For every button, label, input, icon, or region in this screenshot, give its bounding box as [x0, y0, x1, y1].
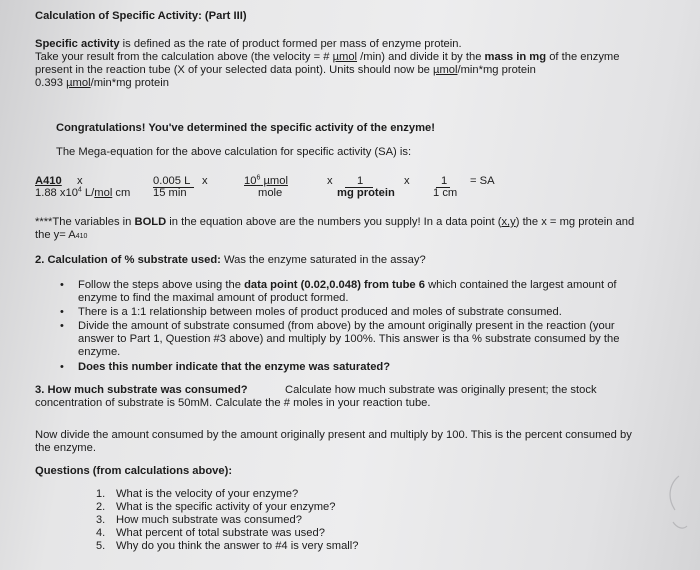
intro-line-3-b: /min*mg protein [457, 64, 536, 76]
step-3-line-3: enzyme. [78, 346, 121, 358]
note-line-2-sub: 410 [75, 233, 88, 240]
eq-term1-den-c: cm [112, 187, 131, 199]
intro-line-3 [35, 64, 536, 77]
eq-times-3: x [327, 175, 333, 187]
intro-line-1-text: is defined as the rate of product formed per mass of enzyme protein. [119, 38, 462, 50]
mega-equation-intro: The Mega-equation for the above calculation for specific activity (SA) is: [56, 146, 412, 158]
note-line-2 [35, 229, 87, 243]
step-1-line-1 [78, 279, 617, 292]
question-text: What percent of total substrate was used? [116, 527, 325, 539]
intro-line-4-a: 0.393 [35, 77, 67, 89]
divide-line-1: Now divide the amount consumed by the amount originally present and multiply by 100. This is the percent consumed by [35, 429, 632, 441]
question-number: 3. [96, 514, 106, 526]
question-text: What is the specific activity of your enzyme? [116, 501, 336, 513]
intro-line-4 [35, 77, 169, 90]
section-3-instruction: Calculate how much substrate was originally present; the stock [285, 384, 597, 396]
step-1-line-2: enzyme to find the maximal amount of product formed. [78, 292, 349, 304]
eq-term2-denominator: 15 min [153, 187, 187, 199]
page-title: Calculation of Specific Activity: (Part III) [35, 10, 247, 22]
eq-term4-numerator: 1 [357, 175, 364, 187]
intro-line-2-unit: µmol [332, 51, 358, 63]
intro-line-3-unit: µmol [433, 64, 458, 76]
intro-mass-term: mass in mg [484, 51, 547, 63]
note-line-1-b: in the equation above are the numbers you supply! In a data point ( [166, 216, 502, 228]
bullet-3: • [60, 320, 64, 332]
question-text: What is the velocity of your enzyme? [116, 488, 299, 500]
intro-line-4-b: /min*mg protein [90, 77, 169, 89]
divide-line-2: the enzyme. [35, 442, 96, 454]
eq-term1-den-exp: 4 [77, 186, 82, 194]
eq-term3-num-exp: 6 [256, 174, 261, 182]
intro-line-2-b: /min) and divide it by the [357, 51, 485, 63]
bullet-2: • [60, 306, 64, 318]
intro-line-1 [35, 38, 462, 51]
eq-term2-numerator: 0.005 L [153, 175, 191, 187]
eq-term1-den-b: L/ [81, 187, 95, 199]
note-line-1-c: ) the x = mg protein and [515, 216, 635, 228]
section-2-question: Was the enzyme saturated in the assay? [220, 254, 426, 266]
note-line-1-a: ****The variables in [35, 216, 135, 228]
note-line-2-a: the y= A [35, 229, 76, 241]
eq-times-4: x [404, 175, 410, 187]
questions-title: Questions (from calculations above): [35, 465, 233, 477]
eq-term1-numerator: A410 [35, 175, 62, 187]
step-2: There is a 1:1 relationship between moles of product produced and moles of substrate consumed. [78, 306, 562, 318]
eq-term1-den-a: 1.88 x10 [35, 187, 78, 199]
section-2-heading: 2. Calculation of % substrate used: [35, 254, 221, 266]
eq-term1-denominator [35, 187, 130, 200]
bullet-1: • [60, 279, 64, 291]
step-1-a: Follow the steps above using the [78, 279, 245, 291]
note-xy-term: x,y [501, 216, 516, 228]
question-number: 4. [96, 527, 106, 539]
question-text: How much substrate was consumed? [116, 514, 302, 526]
eq-term3-num-unit: µmol [260, 175, 288, 187]
bullet-4: • [60, 361, 64, 373]
step-1-b: which contained the largest amount of [424, 279, 617, 291]
eq-term1-den-unit: mol [94, 187, 113, 199]
eq-term4-denominator: mg protein [337, 187, 395, 199]
section-2-title [35, 254, 426, 267]
intro-line-2 [35, 51, 619, 64]
step-1-data-point: data point (0.02,0.048) from tube 6 [244, 279, 425, 291]
intro-line-4-unit: µmol [66, 77, 91, 89]
eq-term3-denominator: mole [258, 187, 283, 199]
eq-result: = SA [470, 175, 495, 187]
specific-activity-term: Specific activity [35, 38, 120, 50]
congrats-heading: Congratulations! You've determined the specific activity of the enzyme! [56, 122, 435, 134]
pen-mark-icon [655, 470, 695, 540]
eq-times-2: x [202, 175, 208, 187]
note-line-1 [35, 216, 634, 229]
question-number: 2. [96, 501, 106, 513]
question-text: Why do you think the answer to #4 is very small? [116, 540, 359, 552]
step-4: Does this number indicate that the enzyme was saturated? [78, 361, 391, 373]
eq-term5-numerator: 1 [441, 175, 448, 187]
section-3-line-2: concentration of substrate is 50mM. Calculate the # moles in your reaction tube. [35, 397, 431, 409]
section-3-title: 3. How much substrate was consumed? [35, 384, 248, 396]
question-number: 1. [96, 488, 106, 500]
step-3-line-1: Divide the amount of substrate consumed (from above) by the amount originally present in the reaction (your [78, 320, 615, 332]
eq-term3-num-a: 10 [244, 175, 257, 187]
intro-line-2-c: of the enzyme [546, 51, 620, 63]
intro-line-3-a: present in the reaction tube (X of your selected data point). Units should now be [35, 64, 434, 76]
eq-times-1: x [77, 175, 83, 187]
intro-line-2-a: Take your result from the calculation above (the velocity = # [35, 51, 333, 63]
note-bold-term: BOLD [134, 216, 167, 228]
question-number: 5. [96, 540, 106, 552]
step-3-line-2: answer to Part 1, Question #3 above) and multiply by 100%. This answer is tha % substrate consumed by the [78, 333, 620, 345]
eq-term5-denominator: 1 cm [433, 187, 458, 199]
